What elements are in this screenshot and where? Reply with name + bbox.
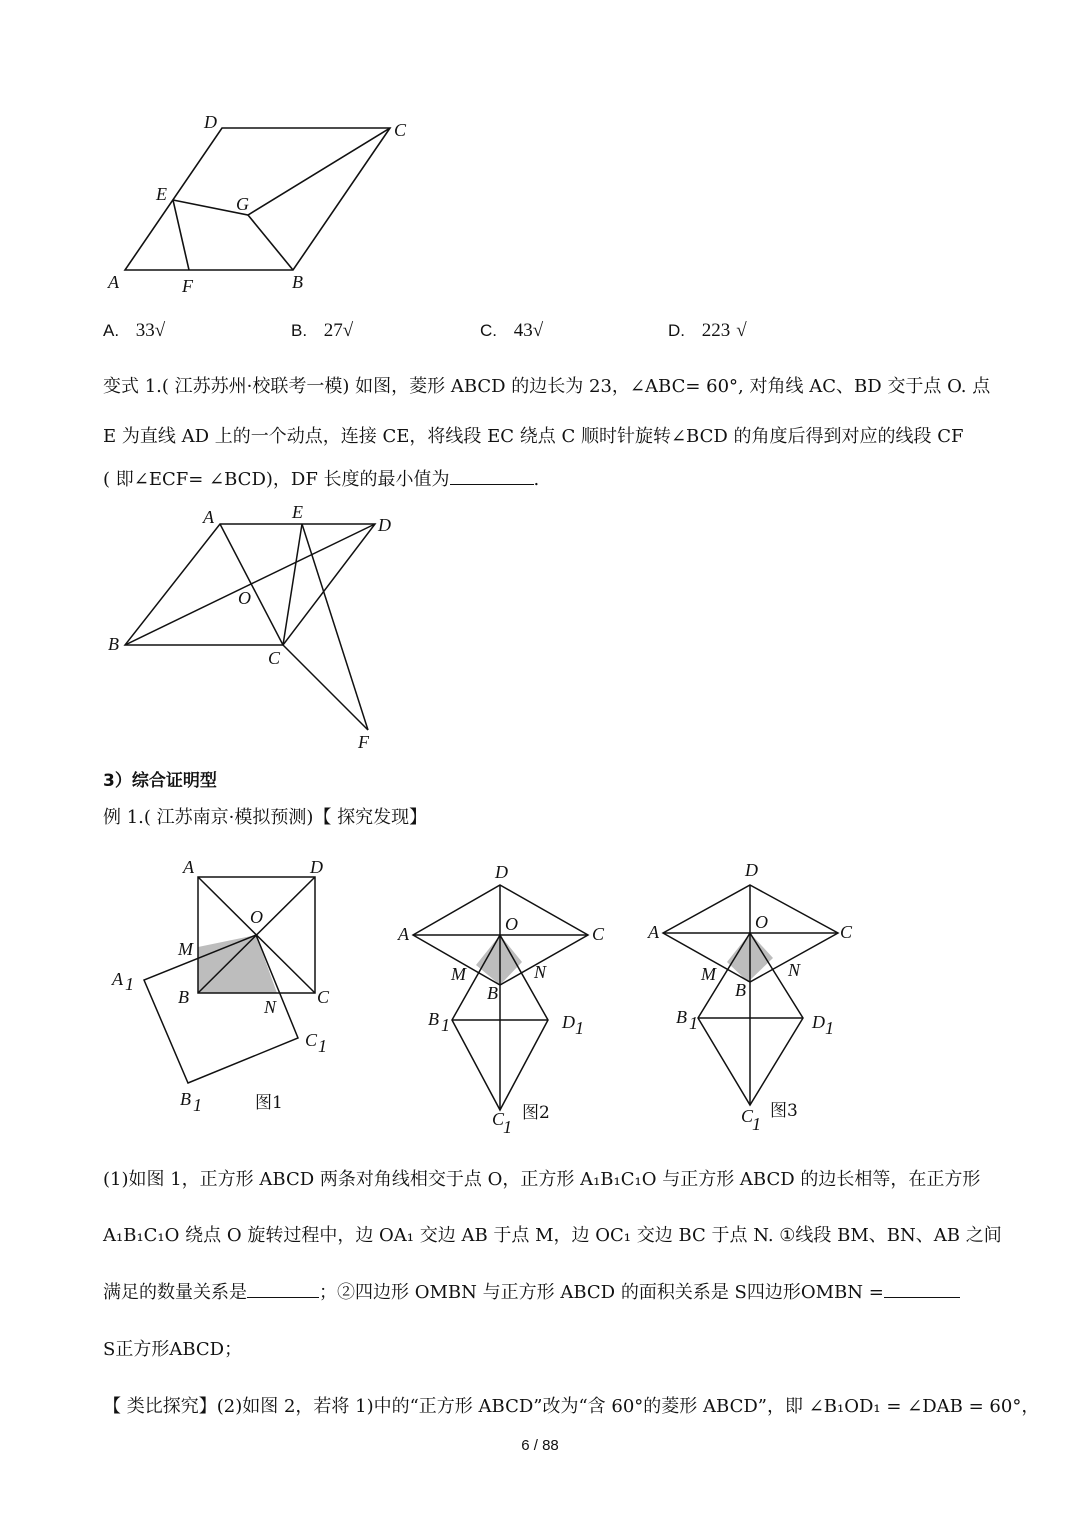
label-F: F	[182, 276, 193, 296]
option-c-letter: C.	[480, 321, 497, 340]
option-b-letter: B.	[291, 321, 308, 340]
option-a	[103, 320, 165, 342]
label-D: D	[310, 857, 323, 877]
label-N: N	[534, 962, 547, 982]
segment-egc	[173, 128, 390, 215]
label-A: A	[183, 857, 194, 877]
label-A: A	[398, 924, 409, 944]
section-title: 3）综合证明型	[103, 771, 217, 791]
label-B1: B	[180, 1089, 191, 1109]
label-N: N	[788, 960, 801, 980]
label-O: O	[755, 912, 768, 932]
variant1-line1: 变式 1.( 江苏苏州·校联考一模) 如图，菱形 ABCD 的边长为 23，∠ABC= 60°, 对角线 AC、BD 交于点 O. 点	[103, 376, 991, 397]
figure-3	[640, 855, 870, 1140]
segment-ef	[173, 200, 189, 270]
label-B: B	[735, 980, 746, 1000]
sqrt-icon: √	[342, 320, 354, 341]
variant1-line3-text: ( 即∠ECF= ∠BCD)，DF 长度的最小值为	[103, 469, 450, 490]
label-A1: A	[112, 969, 123, 989]
sqrt-icon: √	[736, 320, 747, 341]
label-B: B	[487, 983, 498, 1003]
label-C: C	[840, 922, 853, 942]
label-M: M	[178, 939, 193, 959]
label-B: B	[108, 634, 119, 654]
figure-2	[390, 855, 620, 1145]
label-E: E	[156, 184, 167, 204]
option-b-value: 27	[323, 320, 343, 341]
label-O: O	[505, 914, 518, 934]
figure-2-caption: 图2	[522, 1103, 550, 1123]
segment-gb	[248, 215, 293, 270]
label-C: C	[592, 924, 605, 944]
label-C: C	[394, 120, 407, 140]
label-D1: D	[562, 1012, 575, 1032]
option-c-value: 43	[513, 320, 533, 341]
label-M: M	[451, 964, 466, 984]
option-d	[668, 320, 747, 342]
label-B: B	[178, 987, 189, 1007]
variant1-line3-end: .	[533, 469, 540, 490]
option-c	[480, 320, 543, 342]
label-A: A	[108, 272, 119, 292]
label-D: D	[378, 515, 391, 535]
sqrt-icon: √	[532, 320, 544, 341]
label-F: F	[358, 732, 369, 752]
label-D1-sub: 1	[575, 1018, 584, 1038]
label-N: N	[264, 997, 277, 1017]
label-D: D	[745, 860, 758, 880]
label-C1-sub: 1	[752, 1114, 761, 1134]
label-A1-sub: 1	[125, 974, 134, 994]
label-C1: C	[492, 1109, 505, 1129]
problem-line2: A₁B₁C₁O 绕点 O 旋转过程中，边 OA₁ 交边 AB 于点 M，边 OC₁ 交边 BC 于点 N. ①线段 BM、BN、AB 之间	[103, 1225, 1002, 1246]
variant1-line3	[103, 466, 539, 494]
label-D1-sub: 1	[825, 1018, 834, 1038]
label-D1: D	[812, 1012, 825, 1032]
label-C: C	[268, 648, 281, 668]
label-B: B	[292, 272, 303, 292]
segment-cf	[283, 645, 368, 730]
segment-ec	[283, 524, 302, 645]
label-A: A	[648, 922, 659, 942]
variant1-line2: E 为直线 AD 上的一个动点，连接 CE，将线段 EC 绕点 C 顺时针旋转∠BCD 的角度后得到对应的线段 CF	[103, 426, 964, 447]
label-B1-sub: 1	[193, 1095, 202, 1115]
label-B1-sub: 1	[441, 1015, 450, 1035]
label-D: D	[495, 862, 508, 882]
diagonal-bd	[125, 524, 375, 645]
label-O: O	[238, 588, 251, 608]
label-B1: B	[428, 1009, 439, 1029]
figure-1	[105, 850, 345, 1120]
option-a-letter: A.	[103, 321, 120, 340]
sqrt-icon: √	[154, 320, 166, 341]
option-b	[291, 320, 353, 342]
segment-ef	[302, 524, 368, 730]
problem-line3	[103, 1279, 960, 1307]
figure-3-caption: 图3	[770, 1101, 798, 1121]
label-C1: C	[305, 1030, 318, 1050]
label-E: E	[292, 502, 303, 522]
figure-1-caption: 图1	[255, 1093, 283, 1113]
label-G: G	[236, 194, 249, 214]
answer-blank-1	[247, 1279, 319, 1298]
rhombus-figure	[100, 500, 400, 750]
label-C1: C	[741, 1106, 754, 1126]
problem-line3-middle: ；②四边形 OMBN 与正方形 ABCD 的面积关系是 S四边形OMBN =	[319, 1282, 884, 1303]
label-C1-sub: 1	[503, 1117, 512, 1137]
parallelogram-figure	[100, 105, 430, 305]
problem-line4: S正方形ABCD；	[103, 1339, 243, 1360]
problem-line3-start: 满足的数量关系是	[103, 1282, 247, 1303]
label-A: A	[203, 507, 214, 527]
option-a-value: 33	[135, 320, 155, 341]
answer-blank	[450, 466, 534, 485]
label-B1-sub: 1	[689, 1013, 698, 1033]
label-D: D	[204, 112, 217, 132]
label-C: C	[317, 987, 330, 1007]
answer-blank-2	[884, 1279, 960, 1298]
problem-line1: (1)如图 1，正方形 ABCD 两条对角线相交于点 O，正方形 A₁B₁C₁O 与正方形 ABCD 的边长相等，在正方形	[103, 1169, 981, 1190]
shaded-ombn	[476, 935, 522, 985]
example1-title: 例 1.( 江苏南京·模拟预测)【 探究发现】	[103, 807, 428, 828]
label-O: O	[250, 907, 263, 927]
option-d-letter: D.	[668, 321, 685, 340]
label-C1-sub: 1	[318, 1036, 327, 1056]
label-B1: B	[676, 1007, 687, 1027]
label-M: M	[701, 964, 716, 984]
page-number: 6 / 88	[521, 1437, 559, 1454]
option-d-value: 223	[701, 320, 731, 341]
problem-line5: 【 类比探究】(2)如图 2，若将 1)中的“正方形 ABCD”改为“含 60°的菱形 ABCD”，即 ∠B₁OD₁ = ∠DAB = 60°，	[103, 1396, 1040, 1417]
